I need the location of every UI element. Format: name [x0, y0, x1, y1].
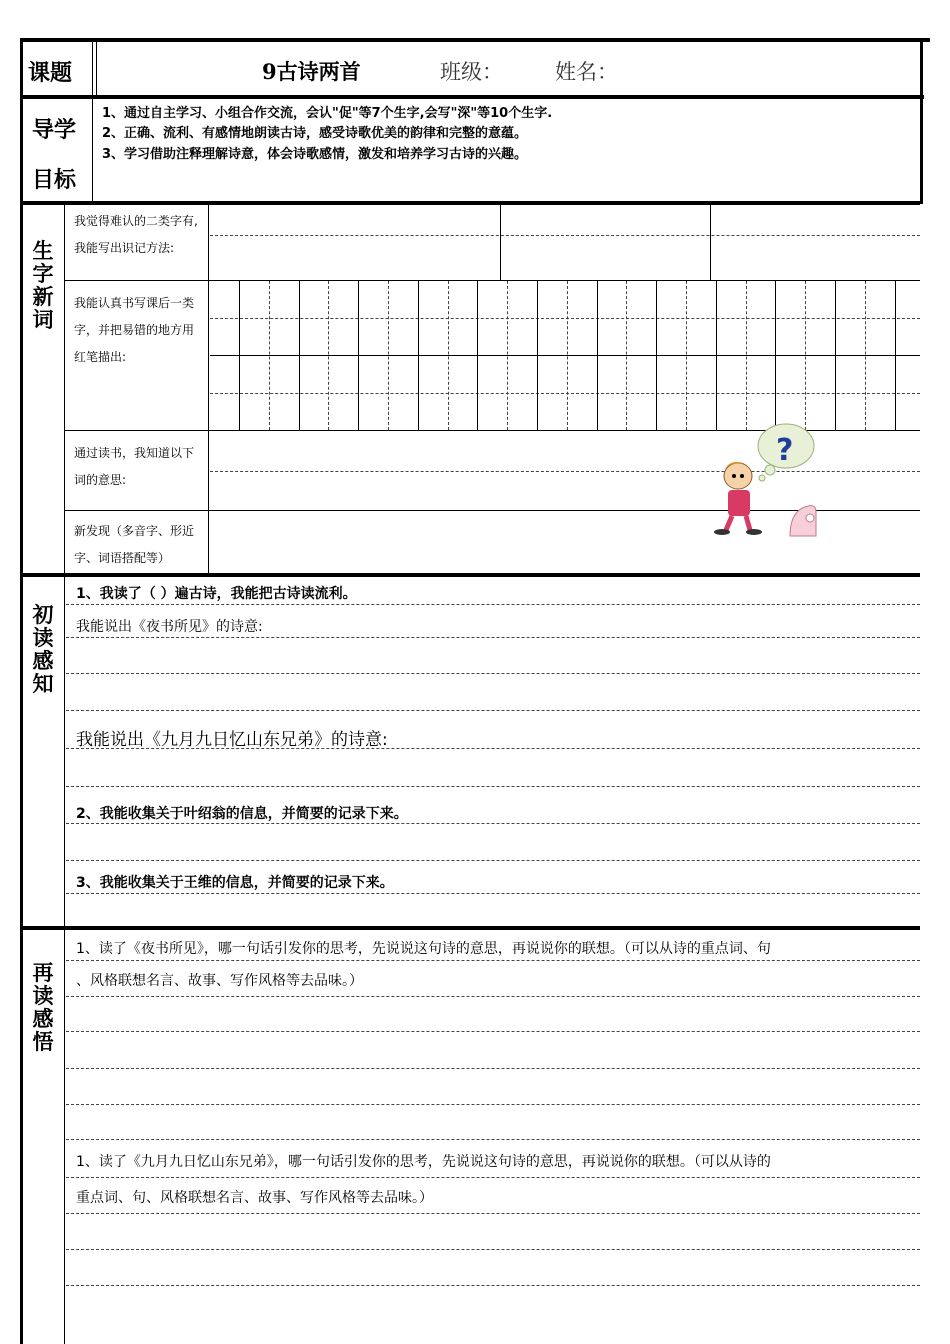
grid-col-line [626, 281, 627, 430]
vocab-row-2: 我能认真书写课后一类字，并把易错的地方用红笔描出: [74, 296, 195, 364]
writing-line [66, 893, 920, 894]
grid-col-line [746, 281, 747, 430]
grid-col-line [358, 281, 359, 430]
row1-div-a [500, 205, 501, 281]
goals-label-2: 目标 [32, 168, 77, 193]
thinking-boy-icon [712, 418, 822, 538]
header-divider-2 [96, 42, 97, 96]
writing-line [66, 1177, 920, 1178]
writing-line [66, 1068, 920, 1069]
frame-left [20, 38, 23, 1344]
grid-col-line [239, 281, 240, 430]
writing-line [66, 1213, 920, 1214]
writing-line [66, 786, 920, 787]
first-read-q1: 1、我读了（ ）遍古诗，我能把古诗读流利。 [76, 586, 357, 602]
row1-div-b [710, 205, 711, 281]
grid-col-line [835, 281, 836, 430]
writing-line [66, 860, 920, 861]
lesson-title: 9古诗两首 [262, 59, 361, 84]
writing-line [66, 996, 920, 997]
class-label: 班级： [440, 60, 503, 84]
writing-line [66, 1104, 920, 1105]
goal-item: 3、学习借助注释理解诗意，体会诗歌感情，激发和培养学习古诗的兴趣。 [102, 147, 528, 162]
reread-label: 再读感悟 [32, 961, 54, 1054]
first-read-q1b: 我能说出《九月九日忆山东兄弟》的诗意: [76, 730, 388, 750]
first-read-label: 初读感知 [32, 603, 54, 696]
grid-col-line [805, 281, 806, 430]
grid-col-line [597, 281, 598, 430]
first-read-bottom [20, 926, 920, 930]
writing-line [66, 1285, 920, 1286]
first-read-col [64, 577, 65, 927]
vocab-row-1: 我觉得难认的二类字有,我能写出识记方法: [74, 214, 198, 255]
grid-dash-h [210, 318, 920, 319]
goal-item: 2、正确、流利、有感情地朗读古诗，感受诗歌优美的韵律和完整的意蕴。 [102, 126, 528, 141]
reread-q1-line1: 1、读了《夜书所见》，哪一句话引发你的思考，先说说这句诗的意思，再说说你的联想。（可以从诗的重点词、句 [76, 941, 771, 957]
grid-col-line [418, 281, 419, 430]
vocab-col1 [64, 205, 65, 573]
vocab-col2 [208, 205, 209, 573]
writing-line [66, 710, 920, 711]
row1-bottom [65, 280, 920, 281]
grid-col-line [656, 281, 657, 430]
name-label: 姓名： [555, 60, 618, 84]
goal-item: 1、通过自主学习、小组合作交流，会认"促"等7个生字,会写"深"等10个生字. [102, 106, 553, 121]
boy-figure-icon [714, 462, 762, 535]
grid-col-line [716, 281, 717, 430]
writing-line [66, 960, 920, 961]
writing-line [66, 823, 920, 824]
vocab-label: 生字新词 [32, 239, 54, 332]
writing-line [66, 604, 920, 605]
header-label: 课题 [28, 61, 73, 86]
reread-q2-line2: 重点词、句、风格联想名言、故事、写作风格等去品味。） [76, 1190, 433, 1206]
writing-line [66, 748, 920, 749]
writing-line [66, 637, 920, 638]
row1-dash [210, 235, 920, 236]
reread-q2-line1: 1、读了《九月九日忆山东兄弟》，哪一句话引发你的思考，先说说这句诗的意思，再说说你的联想。（可以从诗的 [76, 1154, 771, 1170]
grid-col-line [477, 281, 478, 430]
grid-col-line [448, 281, 449, 430]
goals-label-1: 导学 [32, 118, 77, 143]
reread-col [64, 930, 65, 1344]
grid-col-line [507, 281, 508, 430]
writing-line [66, 1139, 920, 1140]
writing-line [66, 673, 920, 674]
goals-bottom [20, 201, 920, 205]
grid-col-line [537, 281, 538, 430]
grid-col-line [567, 281, 568, 430]
grid-col-line [299, 281, 300, 430]
goals-divider [92, 99, 93, 201]
thought-cloud-icon [758, 424, 814, 481]
grid-col-line [328, 281, 329, 430]
vocab-row-3: 通过读书，我知道以下词的意思: [74, 446, 195, 487]
header-divider [92, 42, 93, 96]
first-read-q1a: 我能说出《夜书所见》的诗意: [76, 619, 263, 635]
reread-q1-line2: 、风格联想名言、故事、写作风格等去品味。） [76, 973, 363, 989]
header-bottom [20, 95, 924, 99]
grid-col-line [388, 281, 389, 430]
grid-dash-h [210, 393, 920, 394]
grid-col-line [865, 281, 866, 430]
pig-icon [790, 506, 816, 536]
frame-right-top [920, 38, 923, 204]
grid-col-line [775, 281, 776, 430]
grid-col-line [895, 281, 896, 430]
first-read-q3: 3、我能收集关于王维的信息，并简要的记录下来。 [76, 875, 394, 891]
grid-mid-solid [210, 355, 920, 356]
first-read-q2: 2、我能收集关于叶绍翁的信息，并简要的记录下来。 [76, 806, 408, 822]
vocab-row-4: 新发现（多音字、形近字、词语搭配等） [74, 524, 195, 565]
vocab-bottom [20, 573, 920, 577]
writing-line [66, 1031, 920, 1032]
grid-col-line [686, 281, 687, 430]
grid-col-line [269, 281, 270, 430]
svg-text:?: ? [776, 433, 794, 468]
writing-line [66, 1249, 920, 1250]
frame-top [20, 38, 930, 42]
